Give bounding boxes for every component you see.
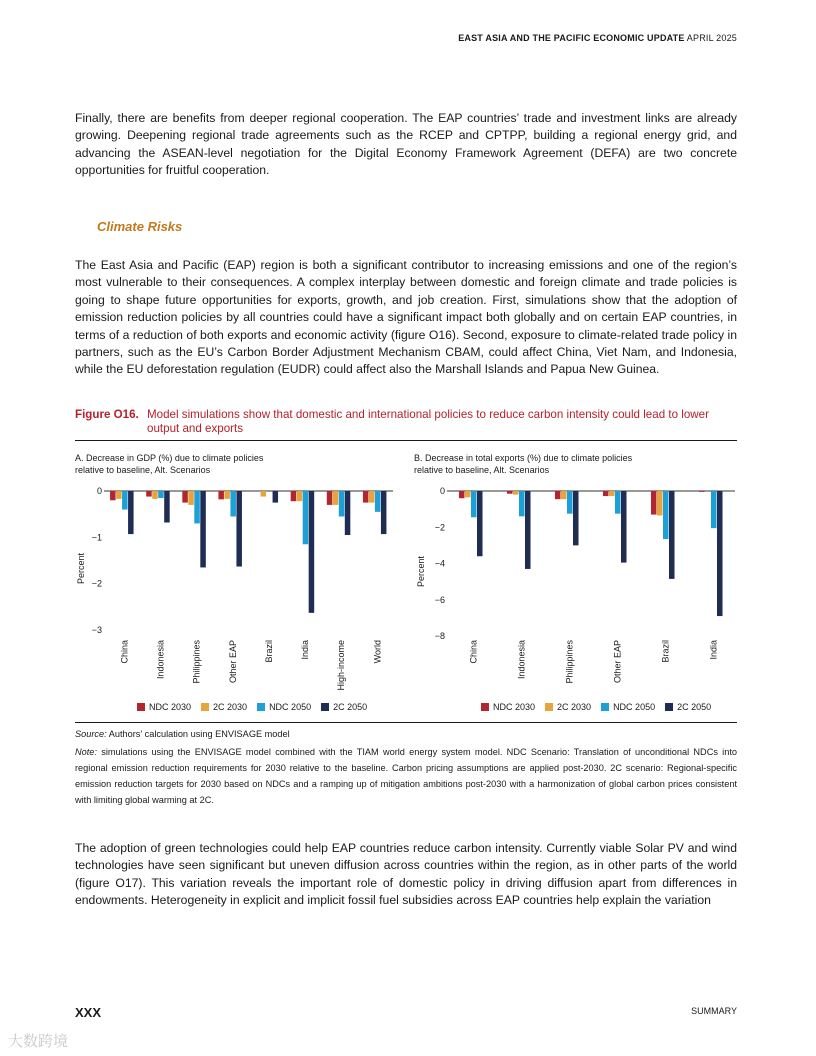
chart-b-bar bbox=[525, 491, 531, 569]
legend-item bbox=[665, 702, 711, 712]
chart-a-ytick-label: −1 bbox=[91, 532, 102, 543]
footer-section: SUMMARY bbox=[691, 1006, 737, 1016]
legend-label: 2C 2030 bbox=[213, 702, 248, 712]
chart-a-bar bbox=[110, 491, 116, 500]
section-title: Climate Risks bbox=[97, 219, 183, 234]
chart-b-bar bbox=[471, 491, 477, 517]
chart-a-bar bbox=[297, 491, 303, 501]
chart-b-category-label: Other EAP bbox=[612, 640, 623, 684]
chart-a-bar bbox=[381, 491, 387, 534]
panel-a-title-line-1: A. Decrease in GDP (%) due to climate policies bbox=[75, 453, 264, 463]
report-title: EAST ASIA AND THE PACIFIC ECONOMIC UPDATE bbox=[458, 33, 685, 43]
note-label: Note: bbox=[75, 747, 97, 757]
legend-item bbox=[481, 702, 535, 712]
chart-b-bar bbox=[459, 491, 465, 498]
paragraph-climate-risks: The East Asia and Pacific (EAP) region is both a significant contributor to increasing emissions and one of the region’s most vulnerable to their consequences. A complex interplay between domestic and foreign climate and trade policies is going to shape future opportunities for exports, growth, and job creation. First, simulations show that the adoption of emission reduction policies by all countries could have a significant impact both globally and on certain EAP countries, in terms of a reduction of both exports and economic activity (figure O16). Second, exposure to climate-related trade policy in partners, such as the EU’s Carbon Border Adjustment Mechanism CBAM, could affect China, Viet Nam, and Indonesia, while the EU deforestation regulation (EUDR) could affect also the Marshall Islands and Papua New Guinea. bbox=[75, 258, 737, 377]
legend-swatch bbox=[481, 703, 489, 711]
source-label: Source: bbox=[75, 729, 107, 739]
chart-a-bar bbox=[230, 491, 236, 516]
chart-b-bar bbox=[567, 491, 573, 514]
chart-a-category-label: High-income bbox=[336, 640, 347, 691]
legend-swatch bbox=[201, 703, 209, 711]
legend-swatch bbox=[257, 703, 265, 711]
figure-caption: Model simulations show that domestic and international policies to reduce carbon intensity could lead to lower output and exports bbox=[147, 408, 709, 435]
chart-a-bar bbox=[116, 491, 122, 499]
watermark-logo: 大数跨境 bbox=[8, 1033, 69, 1050]
chart-a-ytick-label: 0 bbox=[96, 486, 102, 496]
legend-item bbox=[257, 702, 311, 712]
chart-a-category-label: Philippines bbox=[191, 640, 202, 684]
chart-a-bar bbox=[224, 491, 230, 499]
chart-a-category-label: World bbox=[372, 640, 383, 664]
chart-a-bar bbox=[146, 491, 152, 497]
chart-a-bar bbox=[236, 491, 242, 567]
legend-item bbox=[545, 702, 591, 712]
chart-a-bar bbox=[303, 491, 309, 544]
chart-a-bar bbox=[158, 491, 164, 498]
chart-a-bar bbox=[122, 491, 128, 510]
chart-b-category-label: Brazil bbox=[660, 640, 671, 663]
chart-a-bar bbox=[194, 491, 200, 523]
legend-label: 2C 2050 bbox=[677, 702, 712, 712]
note-text: simulations using the ENVISAGE model combined with the TIAM world energy system model. NDC Scenario: Translation of unconditional NDCs into regional emission reduction requirements for 2030 relative to the baseline. Carbon pricing assumptions are applied post-2030. 2C scenario: Regional-specific emission reduction targets for 2030 based on NDCs and a ramping up of mitigation ambitions post-2030 with a harmonization of global carbon prices consistent with limiting global warming at 2C. bbox=[75, 747, 737, 805]
page-number: XXX bbox=[75, 1005, 102, 1020]
figure-note bbox=[75, 744, 737, 808]
legend-swatch bbox=[665, 703, 673, 711]
chart-b-bar bbox=[465, 491, 471, 497]
panel-b-title-line-1: B. Decrease in total exports (%) due to climate policies bbox=[414, 453, 633, 463]
chart-b-ytick-label: 0 bbox=[439, 486, 445, 496]
chart-b-bar bbox=[669, 491, 675, 579]
paragraph-regional-cooperation: Finally, there are benefits from deeper regional cooperation. The EAP countries’ trade and investment links are already growing. Deepening regional trade agreements such as the RCEP and CPTPP, building a regional energy grid, and advancing the ASEAN-level negotiation for the Digital Economy Framework Agreement (DEFA) are two concrete opportunities for fruitful cooperation. bbox=[75, 111, 737, 178]
figure-bottom-rule bbox=[75, 722, 737, 723]
chart-a-category-label: India bbox=[300, 640, 311, 660]
legend-label: NDC 2050 bbox=[613, 702, 656, 712]
chart-a-bar bbox=[345, 491, 351, 535]
chart-a-ytick-label: −3 bbox=[91, 625, 102, 635]
chart-a-bar bbox=[339, 491, 345, 516]
legend-swatch bbox=[321, 703, 329, 711]
chart-b-bar bbox=[717, 491, 723, 616]
chart-a-bar bbox=[375, 491, 381, 512]
chart-b-bar bbox=[513, 491, 519, 495]
chart-b-ytick-label: −2 bbox=[434, 522, 445, 533]
chart-b-category-label: Indonesia bbox=[516, 640, 527, 680]
legend-swatch bbox=[545, 703, 553, 711]
chart-b-category-label: China bbox=[468, 640, 479, 664]
chart-a-category-label: Indonesia bbox=[155, 640, 166, 680]
chart-a-bar bbox=[327, 491, 333, 505]
figure-label: Figure O16. bbox=[75, 408, 139, 421]
chart-a-bar bbox=[309, 491, 315, 613]
chart-b-bar bbox=[561, 491, 567, 499]
legend-panel-b bbox=[481, 702, 711, 712]
paragraph-green-technologies: The adoption of green technologies could help EAP countries reduce carbon intensity. Currently viable Solar PV and wind technologies have seen significant but uneven diffusion across countries within the region, as in other parts of the world (figure O17). This variation reveals the important role of domestic policy in driving diffusion apart from differences in endowments. Heterogeneity in explicit and implicit fossil fuel subsidies across EAP countries help explain the variation bbox=[75, 841, 737, 908]
chart-b-bar bbox=[615, 491, 621, 514]
chart-a-bar bbox=[291, 491, 297, 501]
chart-b-category-label: India bbox=[708, 640, 719, 660]
chart-b-ylabel: Percent bbox=[416, 555, 426, 588]
chart-a-bar bbox=[182, 491, 188, 503]
chart-a-bar bbox=[218, 491, 224, 499]
legend-item bbox=[201, 702, 247, 712]
chart-a-bar bbox=[200, 491, 206, 567]
legend-swatch bbox=[601, 703, 609, 711]
chart-a-bar bbox=[128, 491, 134, 534]
legend-item bbox=[601, 702, 655, 712]
legend-item bbox=[137, 702, 191, 712]
chart-a-bar bbox=[261, 491, 267, 497]
chart-b-bar bbox=[621, 491, 627, 563]
chart-a-bar bbox=[363, 491, 369, 503]
chart-b-bar bbox=[603, 491, 609, 496]
figure-source bbox=[75, 729, 290, 739]
report-date: APRIL 2025 bbox=[686, 33, 737, 43]
chart-a-bar bbox=[164, 491, 170, 523]
chart-a-category-label: Brazil bbox=[263, 640, 274, 663]
source-text: Authors’ calculation using ENVISAGE model bbox=[108, 729, 290, 739]
chart-b-bar bbox=[507, 491, 513, 494]
chart-a-bar bbox=[152, 491, 158, 499]
chart-a-bar bbox=[273, 491, 279, 503]
chart-a-category-label: China bbox=[119, 640, 130, 664]
chart-b-bar bbox=[657, 491, 663, 515]
legend-label: 2C 2050 bbox=[333, 702, 368, 712]
chart-b-ytick-label: −8 bbox=[434, 631, 445, 641]
chart-b-ytick-label: −4 bbox=[434, 558, 445, 569]
chart-b-bar bbox=[573, 491, 579, 545]
chart-b-ytick-label: −6 bbox=[434, 594, 445, 605]
chart-a-ylabel: Percent bbox=[76, 552, 86, 585]
legend-label: NDC 2050 bbox=[269, 702, 312, 712]
chart-b-bar bbox=[555, 491, 561, 499]
legend-label: NDC 2030 bbox=[149, 702, 192, 712]
chart-b-bar bbox=[699, 491, 705, 492]
chart-b-bar bbox=[711, 491, 717, 528]
chart-b-category-label: Philippines bbox=[564, 640, 575, 684]
chart-b-bar bbox=[663, 491, 669, 539]
chart-b-bar bbox=[609, 491, 615, 496]
legend-item bbox=[321, 702, 367, 712]
panel-b-title-line-2: relative to baseline, Alt. Scenarios bbox=[414, 465, 550, 475]
legend-label: 2C 2030 bbox=[557, 702, 592, 712]
panel-a-title-line-2: relative to baseline, Alt. Scenarios bbox=[75, 465, 211, 475]
legend-panel-a bbox=[137, 702, 367, 712]
chart-a-bar bbox=[333, 491, 339, 505]
chart-b-bar bbox=[651, 491, 657, 515]
chart-a-bar bbox=[188, 491, 194, 505]
chart-b-bar bbox=[519, 491, 525, 516]
chart-b-bar bbox=[477, 491, 483, 556]
legend-label: NDC 2030 bbox=[493, 702, 536, 712]
chart-a-bar bbox=[369, 491, 375, 503]
chart-a-category-label: Other EAP bbox=[227, 640, 238, 684]
chart-a-ytick-label: −2 bbox=[91, 578, 102, 589]
legend-swatch bbox=[137, 703, 145, 711]
